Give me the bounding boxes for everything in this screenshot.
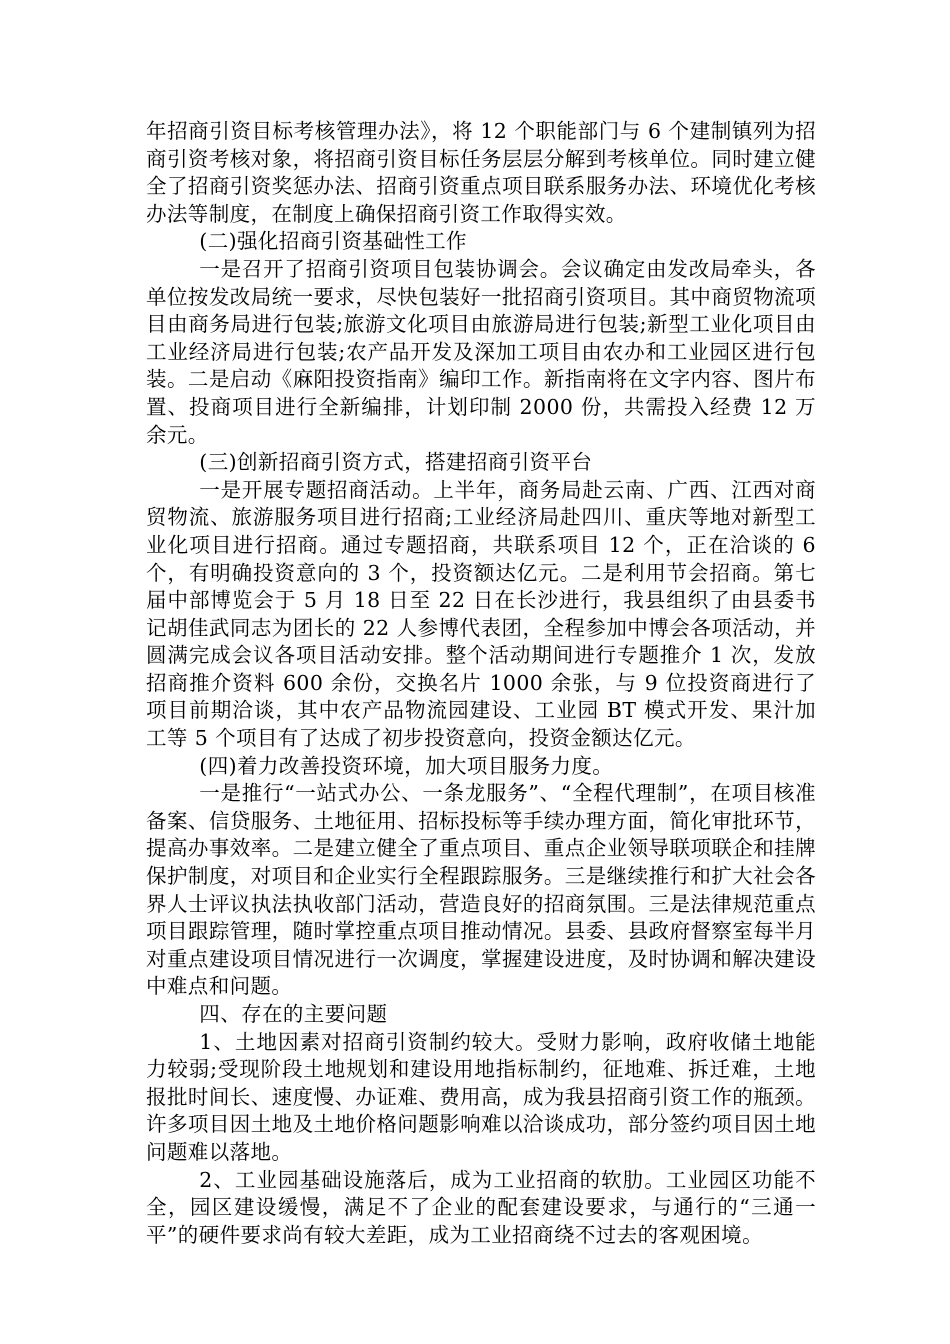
paragraph-assessment-continued: 年招商引资目标考核管理办法》，将 12 个职能部门与 6 个建制镇列为招商引资考核对象，将招商引资目标任务层层分解到考核单位。同时建立健全了招商引资奖惩办法、招商引资重点项目联系服务办法、环境优化考核办法等制度，在制度上确保招商引资工作取得实效。 <box>146 119 816 226</box>
paragraph-industrial-park: 2、工业园基础设施落后，成为工业招商的软肋。工业园区功能不全，园区建设缓慢，满足不了企业的配套建设要求，与通行的“三通一平”的硬件要求尚有较大差距，成为工业招商绕不过去的客观困境。 <box>146 1167 816 1247</box>
section-heading-problems: 四、存在的主要问题 <box>199 1002 388 1026</box>
section-heading-3: (三)创新招商引资方式，搭建招商引资平台 <box>199 450 593 475</box>
section-heading-2: (二)强化招商引资基础性工作 <box>199 229 467 254</box>
paragraph-special-investment: 一是开展专题招商活动。上半年，商务局赴云南、广西、江西对商贸物流、旅游服务项目进行招商;工业经济局赴四川、重庆等地对新型工业化项目进行招商。通过专题招商，共联系项目 12 个，正在洽谈的 6 个，有明确投资意向的 3 个，投资额达亿元。二是利用节会招商。第七届中部博览会于 5 月 18 日至 22 日在长沙进行，我县组织了由县委书记胡佳武同志为团长的 22 人参博代表团，全程参加中博会各项活动，并圆满完成会议各项目活动安排。整个活动期间进行专题推介 1 次，发放招商推介资料 600 余份，交换名片 1000 余张，与 9 位投资商进行了项目前期洽谈，其中农产品物流园建设、工业园 BT 模式开发、果汁加工等 5 个项目有了达成了初步投资意向，投资金额达亿元。 <box>146 477 816 751</box>
paragraph-land-factor: 1、土地因素对招商引资制约较大。受财力影响，政府收储土地能力较弱;受现阶段土地规划和建设用地指标制约，征地难、拆迁难，土地报批时间长、速度慢、办证难、费用高，成为我县招商引资工作的瓶颈。许多项目因土地及土地价格问题影响难以洽谈成功，部分签约项目因土地问题难以落地。 <box>146 1029 816 1164</box>
paragraph-project-packaging: 一是召开了招商引资项目包装协调会。会议确定由发改局牵头，各单位按发改局统一要求，尽快包装好一批招商引资项目。其中商贸物流项目由商务局进行包装;旅游文化项目由旅游局进行包装;新型工业化项目由工业经济局进行包装;农产品开发及深加工项目由农办和工业园区进行包装。二是启动《麻阳投资指南》编印工作。新指南将在文字内容、图片布置、投商项目进行全新编排，计划印制 2000 份，共需投入经费 12 万余元。 <box>146 256 816 447</box>
section-heading-4: (四)着力改善投资环境，加大项目服务力度。 <box>199 753 614 778</box>
document-body <box>146 118 816 1249</box>
paragraph-one-stop-service: 一是推行“一站式办公、一条龙服务”、“全程代理制”，在项目核准备案、信贷服务、土地征用、招标投标等手续办理方面，简化审批环节，提高办事效率。二是建立健全了重点项目、重点企业领导联项联企和挂牌保护制度，对项目和企业实行全程跟踪服务。三是继续推行和扩大社会各界人士评议执法执收部门活动，营造良好的招商氛围。三是法律规范重点项目跟踪管理，随时掌控重点项目推动情况。县委、县政府督察室每半月对重点建设项目情况进行一次调度，掌握建设进度，及时协调和解决建设中难点和问题。 <box>146 781 816 999</box>
